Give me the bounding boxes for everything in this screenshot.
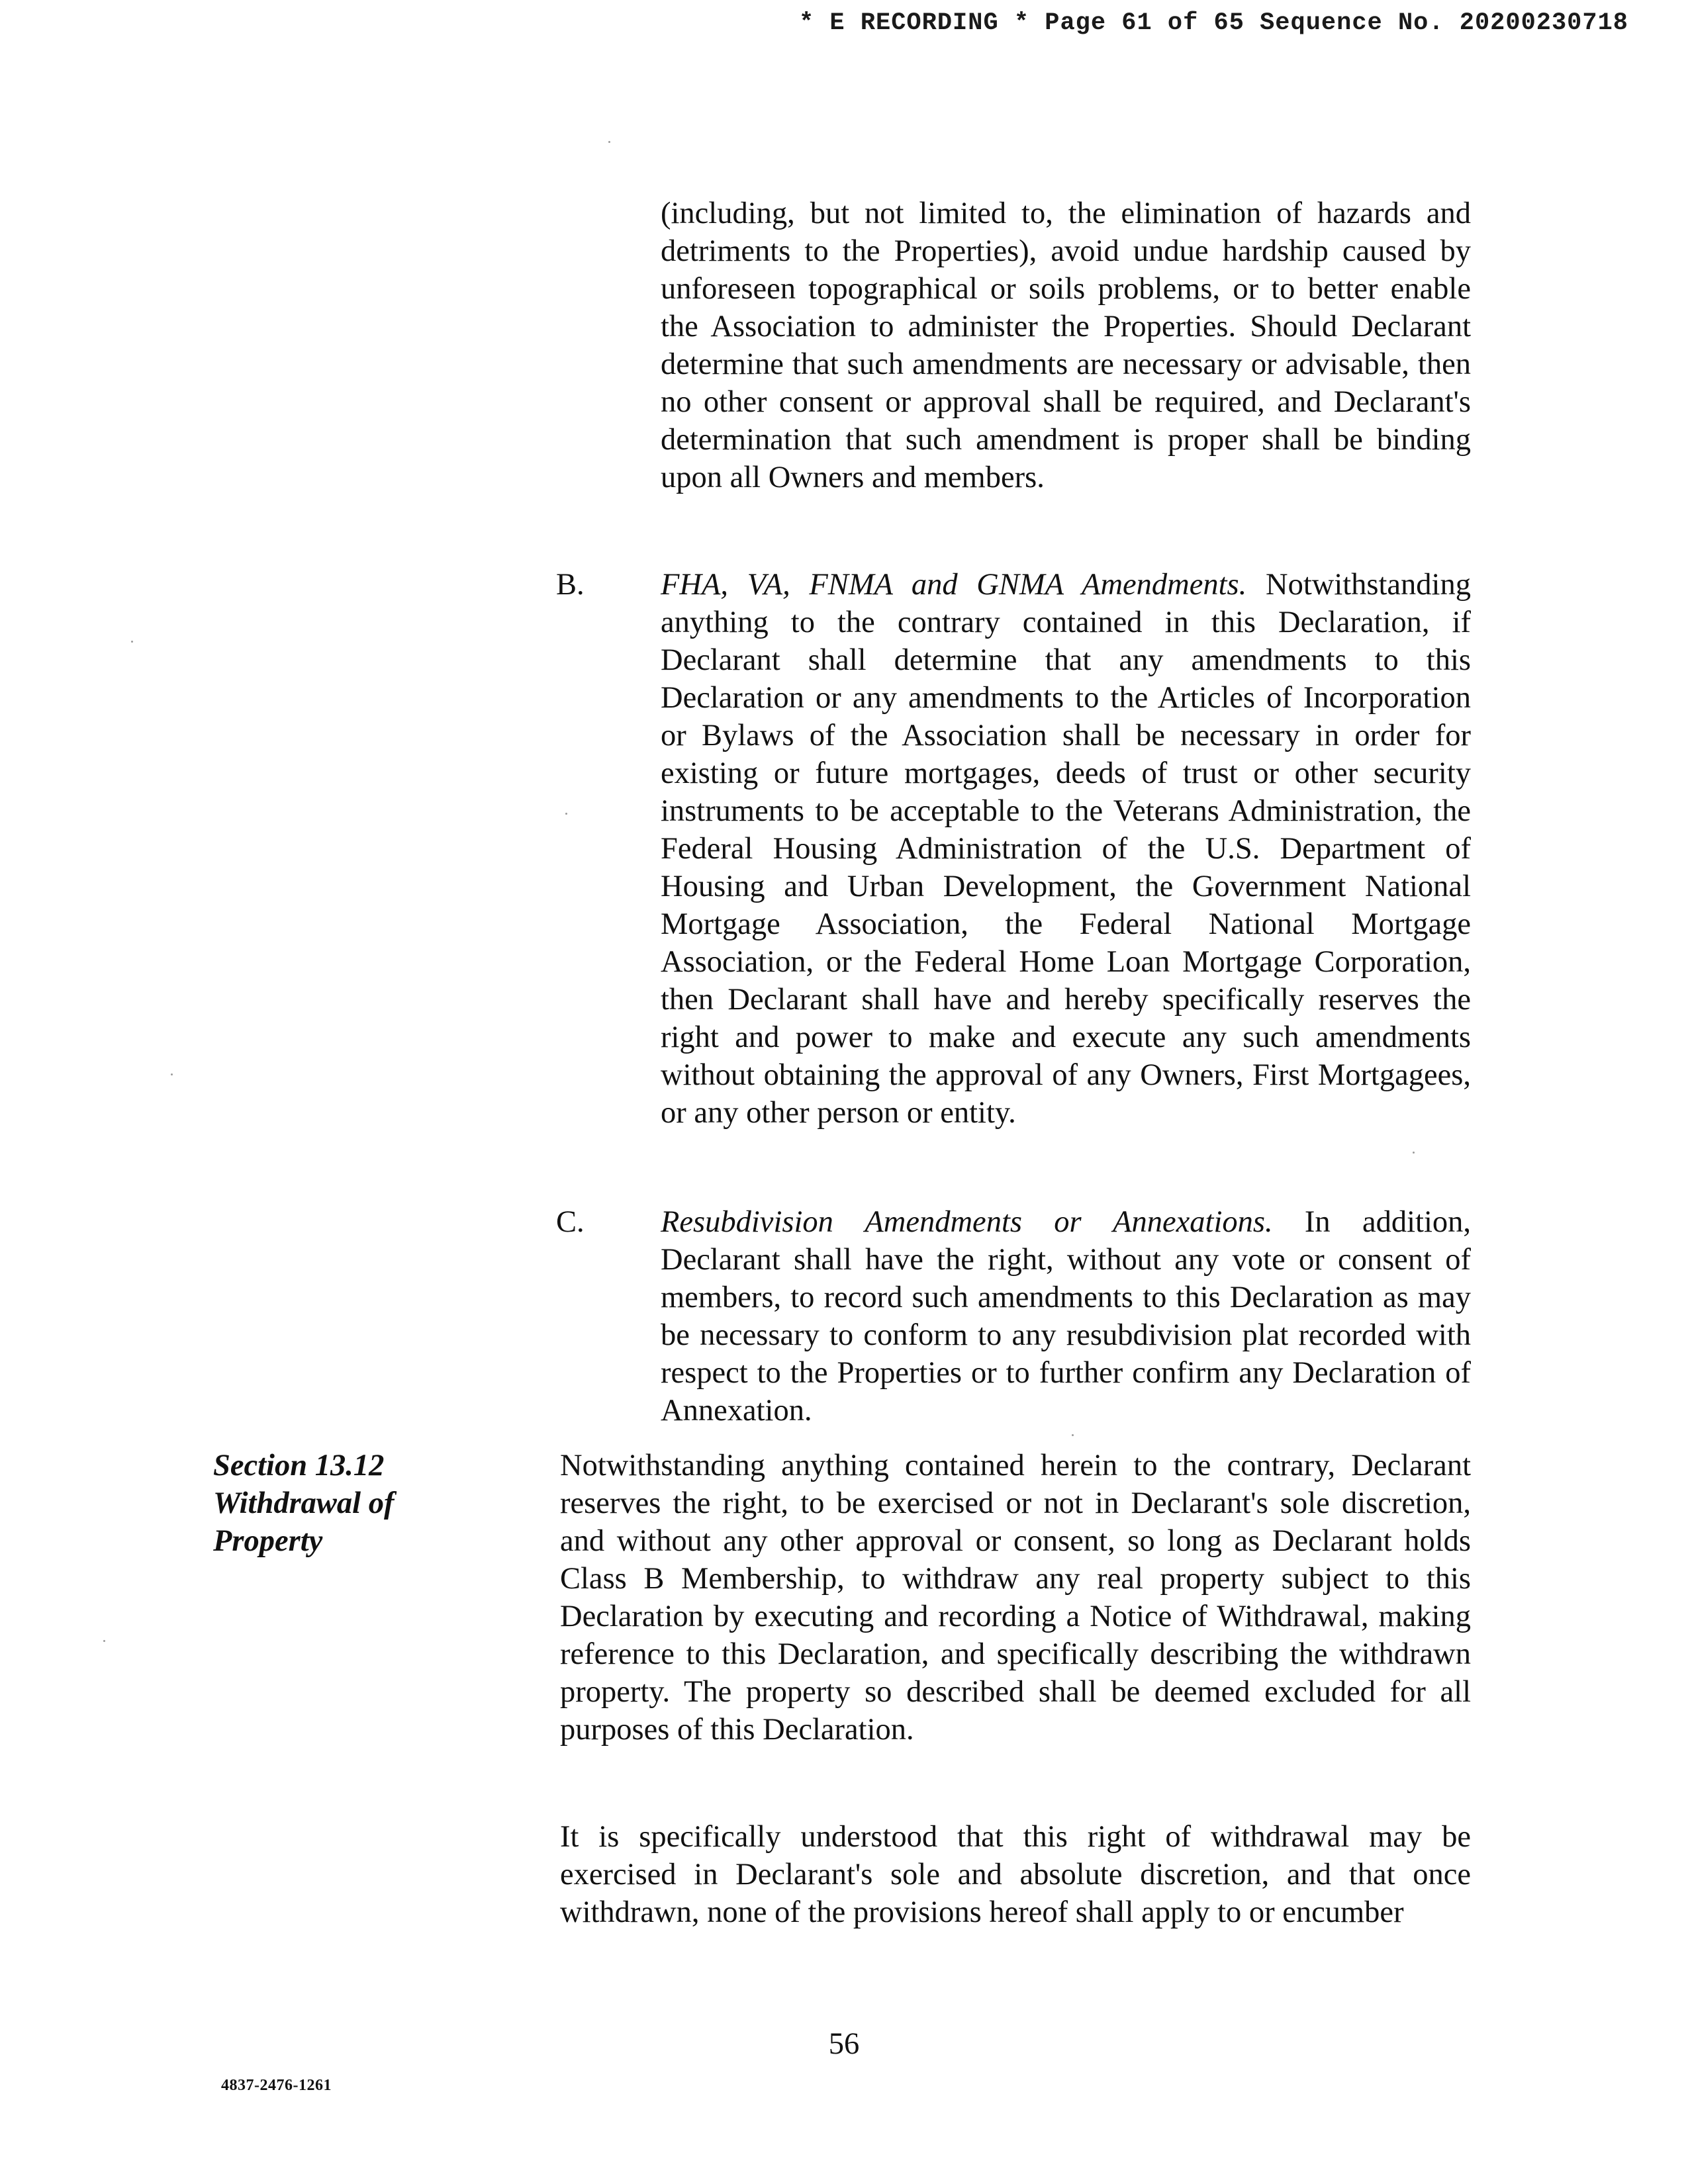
item-c-paragraph xyxy=(661,1203,1471,1430)
item-b-title: FHA, VA, FNMA and GNMA Amendments. xyxy=(661,568,1247,602)
item-c-marker: C. xyxy=(556,1205,585,1239)
item-b-paragraph xyxy=(661,566,1471,1132)
recording-header: * E RECORDING * Page 61 of 65 Sequence No. 20200230718 xyxy=(799,9,1628,37)
scan-speck xyxy=(103,1640,105,1642)
scan-speck xyxy=(131,641,133,643)
section-paragraph-1: Notwithstanding anything contained herein to the contrary, Declarant reserves the right, to be exercised or not in Declarant's sole discretion, and without any other approval or consent, so long as Declarant holds Class B Membership, to withdraw any real property subject to this Declaration by executing and recording a Notice of Withdrawal, making reference to this Declaration, and specifically describing the withdrawn property. The property so described shall be deemed excluded for all purposes of this Declaration. xyxy=(560,1449,1471,1747)
page-number: 56 xyxy=(828,2027,860,2061)
scan-speck xyxy=(1072,1434,1074,1436)
continuation-paragraph: (including, but not limited to, the elimination of hazards and detriments to the Properties), avoid undue hardship caused by unforeseen topographical or soils problems, or to better enable the Association to administer the Properties. Should Declarant determine that such amendments are necessary or advisable, then no other consent or approval shall be required, and Declarant's determination that such amendment is proper shall be binding upon all Owners and members. xyxy=(661,197,1471,494)
item-b-marker: B. xyxy=(556,568,585,602)
item-c-title: Resubdivision Amendments or Annexations. xyxy=(661,1205,1273,1239)
section-paragraph-2: It is specifically understood that this right of withdrawal may be exercised in Declarant's sole and absolute discretion, and that once withdrawn, none of the provisions hereof shall apply to or encumber xyxy=(560,1820,1471,1929)
section-heading-line: Property xyxy=(213,1524,323,1558)
scan-speck xyxy=(608,141,610,143)
section-heading-line: Section 13.12 xyxy=(213,1449,385,1482)
item-b-text: Notwithstanding anything to the contrary contained in this Declaration, if Declarant shall determine that any amendments to this Declaration or any amendments to the Articles of Incorporation or Bylaws of the Association shall be necessary in order for existing or future mortgages, deeds of trust or other security instruments to be acceptable to the Veterans Administration, the Federal Housing Administration of the U.S. Department of Housing and Urban Development, the Government National Mortgage Association, the Federal National Mortgage Association, or the Federal Home Loan Mortgage Corporation, then Declarant shall have and hereby specifically reserves the right and power to make and execute any such amendments without obtaining the approval of any Owners, First Mortgagees, or any other person or entity. xyxy=(661,568,1471,1130)
document-id: 4837-2476-1261 xyxy=(221,2077,332,2094)
scan-speck xyxy=(171,1073,173,1075)
section-heading-line: Withdrawal of xyxy=(213,1486,395,1520)
section-heading xyxy=(213,1447,465,1560)
scan-speck xyxy=(565,813,567,815)
item-c-text: In addition, Declarant shall have the right, without any vote or consent of members, to record such amendments to this Declaration as may be necessary to conform to any resubdivision plat recorded with respect to the Properties or to further confirm any Declaration of Annexation. xyxy=(661,1205,1471,1428)
scan-speck xyxy=(1413,1152,1415,1154)
